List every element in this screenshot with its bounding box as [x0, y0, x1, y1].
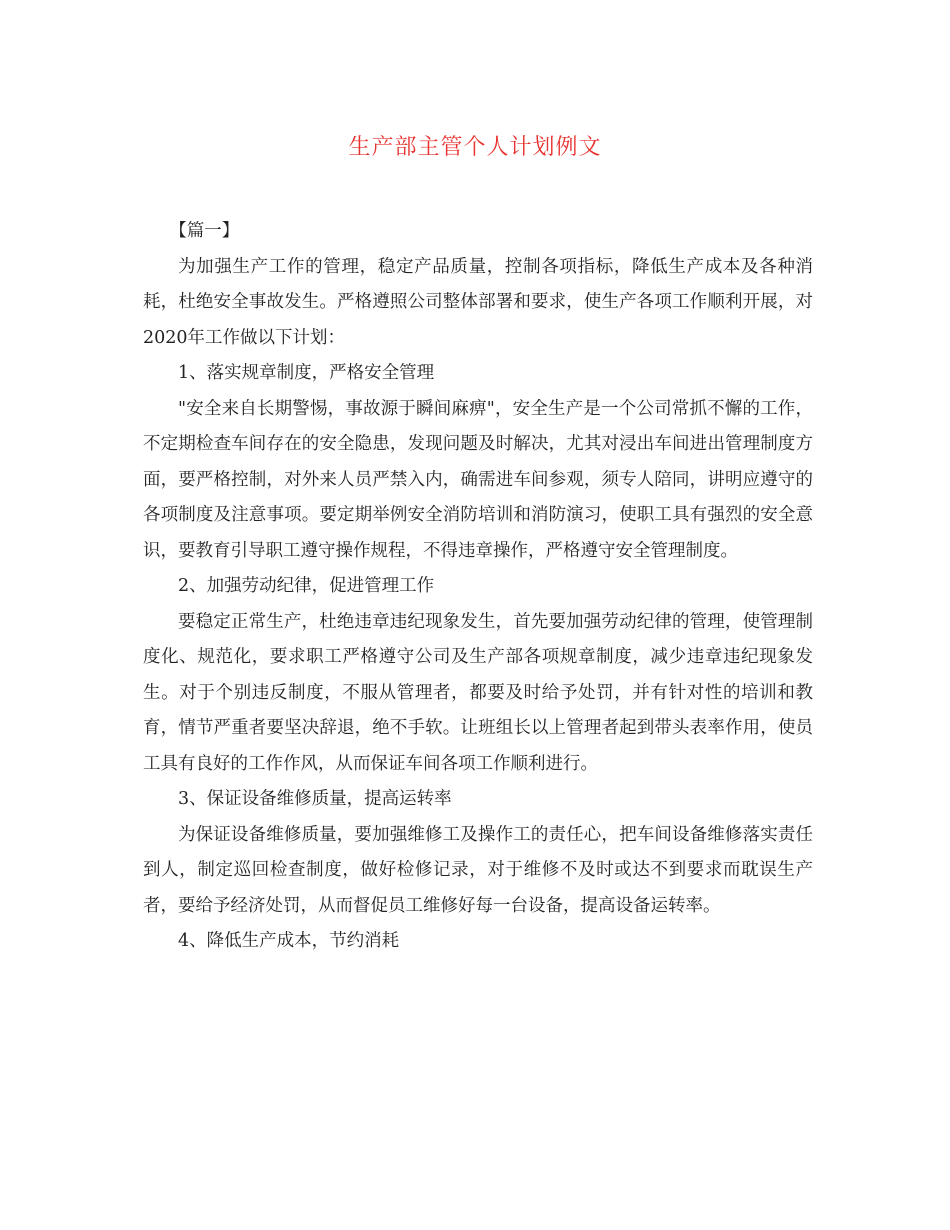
heading-1-safety: 1、落实规章制度，严格安全管理	[178, 363, 435, 383]
paragraph-intro: 为加强生产工作的管理，稳定产品质量，控制各项指标，降低生产成本及各种消耗，杜绝安全事故发生。严格遵照公司整体部署和要求，使生产各项工作顺利开展，对2020年工作做以下计划：	[143, 256, 813, 348]
paragraph-maintenance: 为保证设备维修质量，要加强维修工及操作工的责任心，把车间设备维修落实责任到人，制定巡回检查制度，做好检修记录，对于维修不及时或达不到要求而耽误生产者，要给予经济处罚，从而督促员工维修好每一台设备，提高设备运转率。	[143, 824, 813, 916]
section-label: 【篇一】	[169, 221, 240, 241]
paragraph-discipline: 要稳定正常生产，杜绝违章违纪现象发生，首先要加强劳动纪律的管理，使管理制度化、规范化，要求职工严格遵守公司及生产部各项规章制度，减少违章违纪现象发生。对于个别违反制度，不服从管理者，都要及时给予处罚，并有针对性的培训和教育，情节严重者要坚决辞退，绝不手软。让班组长以上管理者起到带头表率作用，使员工具有良好的工作作风，从而保证车间各项工作顺利进行。	[143, 611, 813, 774]
heading-2-discipline: 2、加强劳动纪律，促进管理工作	[178, 576, 435, 596]
page-title: 生产部主管个人计划例文	[348, 135, 602, 160]
heading-3-maintenance: 3、保证设备维修质量，提高运转率	[178, 789, 452, 809]
document-body	[143, 214, 813, 960]
paragraph-safety: "安全来自长期警惕，事故源于瞬间麻痹"，安全生产是一个公司常抓不懈的工作，不定期检查车间存在的安全隐患，发现问题及时解决，尤其对浸出车间进出管理制度方面，要严格控制，对外来人员严禁入内，确需进车间参观，须专人陪同，讲明应遵守的各项制度及注意事项。要定期举例安全消防培训和消防演习，使职工具有强烈的安全意识，要教育引导职工遵守操作规程，不得违章操作，严格遵守安全管理制度。	[143, 398, 813, 561]
heading-4-cost: 4、降低生产成本，节约消耗	[178, 931, 400, 951]
